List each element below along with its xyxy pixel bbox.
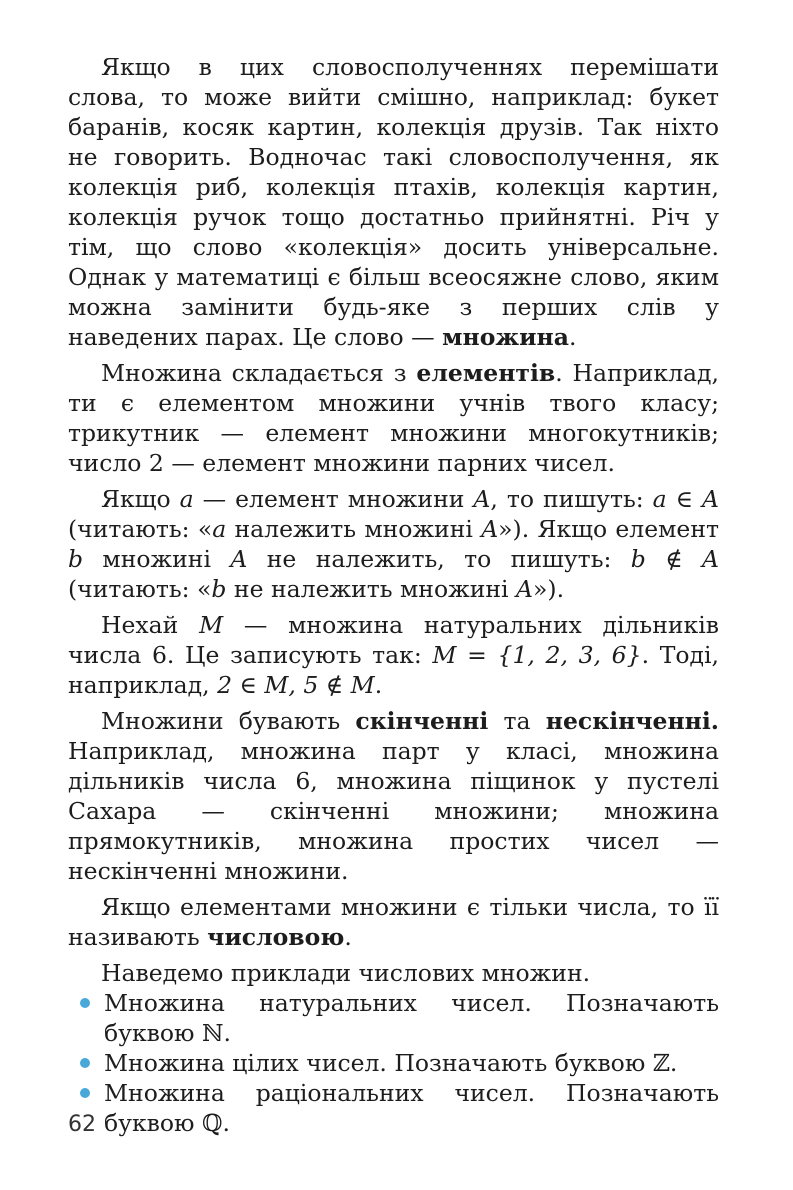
term-chyslovoyu: числовою bbox=[207, 923, 345, 951]
formula-not-belongs: b ∉ A bbox=[630, 545, 719, 573]
term-elementiv: елементів bbox=[416, 359, 556, 387]
naturals-symbol: ℕ bbox=[201, 1019, 224, 1047]
paragraph-divisors: Нехай M — множина натуральних дільників числа 6. Це записують так: M = {1, 2, 3, 6}. Тоді, наприклад, 2 ∈ M, 5 ∉ M. bbox=[68, 611, 719, 699]
formula-belongs: a ∈ A bbox=[652, 485, 719, 513]
bullet-icon bbox=[80, 1088, 90, 1098]
term-neskinchenni: нескінченні. bbox=[545, 707, 719, 735]
formula-examples: 2 ∈ M, 5 ∉ M bbox=[217, 671, 375, 699]
paragraph-membership: Якщо a — елемент множини A, то пишуть: a ∈ A (читають: «a належить множині A»). Якщо елемент b множині A не належить, то пишуть: b ∉ A (читають: «b не належить множині A»). bbox=[68, 485, 719, 603]
formula-set-m: M = {1, 2, 3, 6} bbox=[432, 641, 642, 669]
bullet-icon bbox=[80, 1058, 90, 1068]
page-number: 62 bbox=[68, 1112, 96, 1137]
paragraph-numeric: Якщо елементами множини є тільки числа, то її називають числовою. bbox=[68, 893, 719, 951]
numeric-sets-list bbox=[68, 988, 719, 1138]
term-mnozhyna: множина bbox=[442, 323, 569, 351]
paragraph-examples-intro: Наведемо приклади числових множин. bbox=[101, 959, 591, 987]
paragraph-elements: Множина складається з елементів. Наприклад, ти є елементом множини учнів твого класу; трикутник — елемент множини многокутників; число 2 — елемент множини парних чисел. bbox=[68, 359, 719, 477]
integers-symbol: ℤ bbox=[652, 1049, 670, 1077]
paragraph-finite-infinite: Множини бувають скінченні та нескінченні. Наприклад, множина парт у класі, множина дільників числа 6, множина піщинок у пустелі Сахара — скінченні множини; множина прямокутників, множина простих чисел — нескінченні множини. bbox=[68, 707, 719, 885]
list-item: Множина раціональних чисел. Позначають буквою ℚ. bbox=[68, 1078, 719, 1138]
page-content bbox=[68, 52, 719, 1138]
list-item: Множина натуральних чисел. Позначають буквою ℕ. bbox=[68, 988, 719, 1048]
bullet-icon bbox=[80, 998, 90, 1008]
list-item: Множина цілих чисел. Позначають буквою ℤ. bbox=[68, 1048, 719, 1078]
paragraph-intro: Якщо в цих словосполученнях перемішати слова, то може вийти смішно, наприклад: букет баранів, косяк картин, колекція друзів. Так ніхто не говорить. Водночас такі словосполучення, як колекція риб, колекція птахів, колекція картин, колекція ручок тощо достатньо прийнятні. Річ у тім, що слово «колекція» досить універсальне. Однак у математиці є більш всеосяжне слово, яким можна замінити будь-яке з перших слів у наведених парах. Це слово — множина. bbox=[68, 53, 719, 351]
rationals-symbol: ℚ bbox=[201, 1109, 223, 1137]
term-skinchenni: скінченні bbox=[355, 707, 489, 735]
